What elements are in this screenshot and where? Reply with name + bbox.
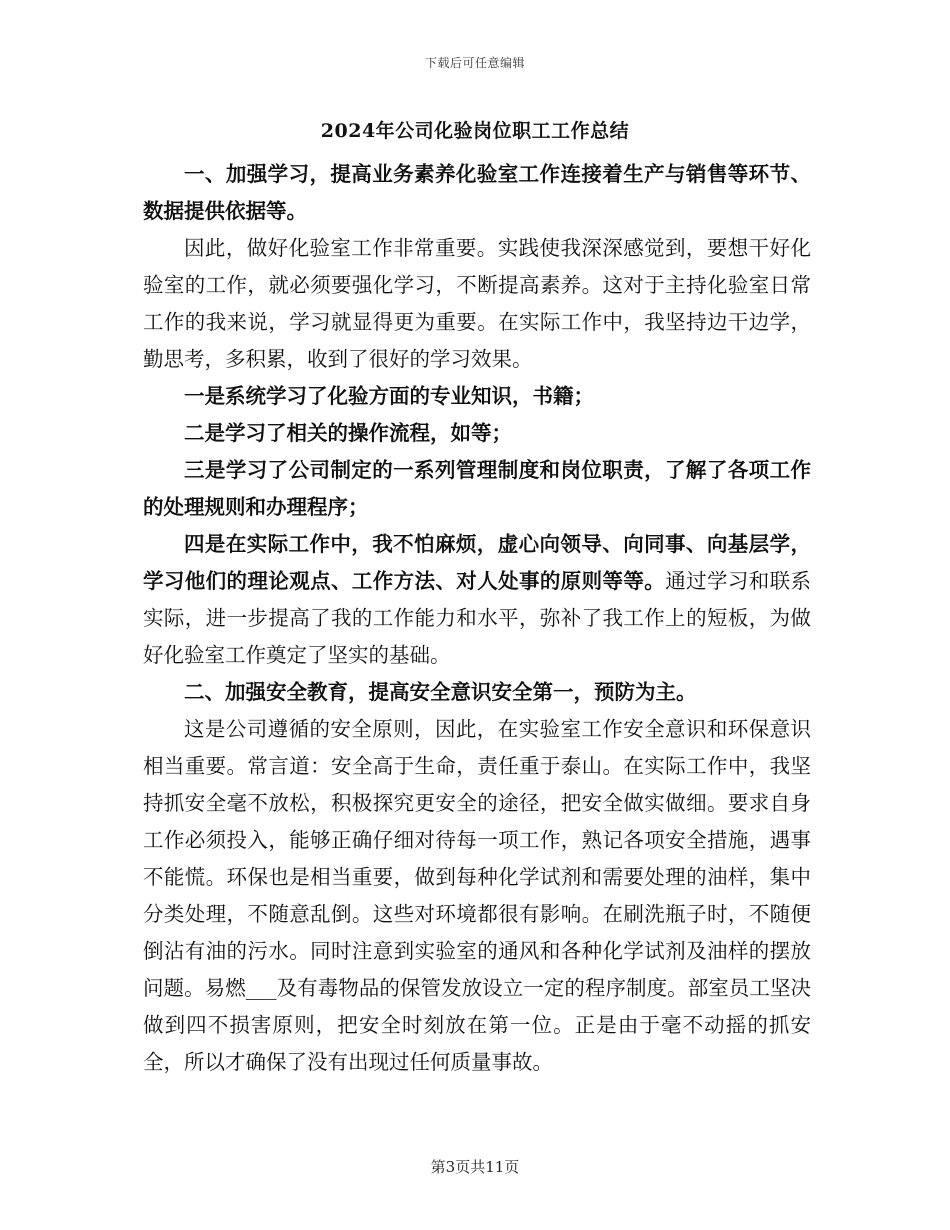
paragraph-bold: 一是系统学习了化验方面的专业知识，书籍； [184, 384, 594, 408]
paragraph-bold: 一、加强学习，提高业务素养化验室工作连接着生产与销售等环节、数据提供依据等。 [143, 162, 811, 223]
paragraph-text: 这是公司遵循的安全原则，因此，在实验室工作安全意识和环保意识相当重要。常言道：安全高于生命，责任重于泰山。在实际工作中，我坚持抓安全毫不放松，积极探究更安全的途径，把安全做实做细。要求自身工作必须投入，能够正确仔细对待每一项工作，熟记各项安全措施，遇事不能慌。环保也是相当重要，做到每种化学试剂和需要处理的油样，集中分类处理，不随意乱倒。这些对环境都很有影响。在刷洗瓶子时，不随便倒沾有油的污水。同时注意到实验室的通风和各种化学试剂及油样的摆放问题。易燃___及有毒物品的保管发放设立一定的程序制度。部室员工坚决做到四不损害原则，把安全时刻放在第一位。正是由于毫不动摇的抓安全，所以才确保了没有出现过任何质量事故。 [143, 717, 811, 1074]
paragraph [143, 711, 811, 1081]
paragraph [143, 452, 811, 526]
paragraph-bold: 二是学习了相关的操作流程，如等； [184, 421, 512, 445]
paragraph [143, 674, 811, 711]
paragraph [143, 378, 811, 415]
paragraph-bold: 三是学习了公司制定的一系列管理制度和岗位职责，了解了各项工作的处理规则和办理程序； [143, 458, 811, 519]
paragraph [143, 230, 811, 378]
document-body [143, 156, 811, 1081]
paragraph [143, 156, 811, 230]
paragraph-text: 因此，做好化验室工作非常重要。实践使我深深感觉到，要想干好化验室的工作，就必须要强化学习，不断提高素养。这对于主持化验室日常工作的我来说，学习就显得更为重要。在实际工作中，我坚持边干边学，勤思考，多积累，收到了很好的学习效果。 [143, 236, 811, 371]
page-number: 第3页共11页 [430, 1158, 520, 1176]
paragraph [143, 526, 811, 674]
document-title: 2024年公司化验岗位职工工作总结 [320, 120, 630, 142]
paragraph-bold: 二、加强安全教育，提高安全意识安全第一，预防为主。 [184, 680, 697, 704]
paragraph [143, 415, 811, 452]
paragraph-bold: 四是在实际工作中，我不怕麻烦，虚心向领导、向同事、向基层学，学习他们的理论观点、工作方法、对人处事的原则等等。 [143, 532, 811, 593]
paragraph-text: 通过学习和联系实际，进一步提高了我的工作能力和水平，弥补了我工作上的短板，为做好化验室工作奠定了坚实的基础。 [143, 569, 812, 667]
header-note: 下载后可任意编辑 [424, 56, 525, 70]
